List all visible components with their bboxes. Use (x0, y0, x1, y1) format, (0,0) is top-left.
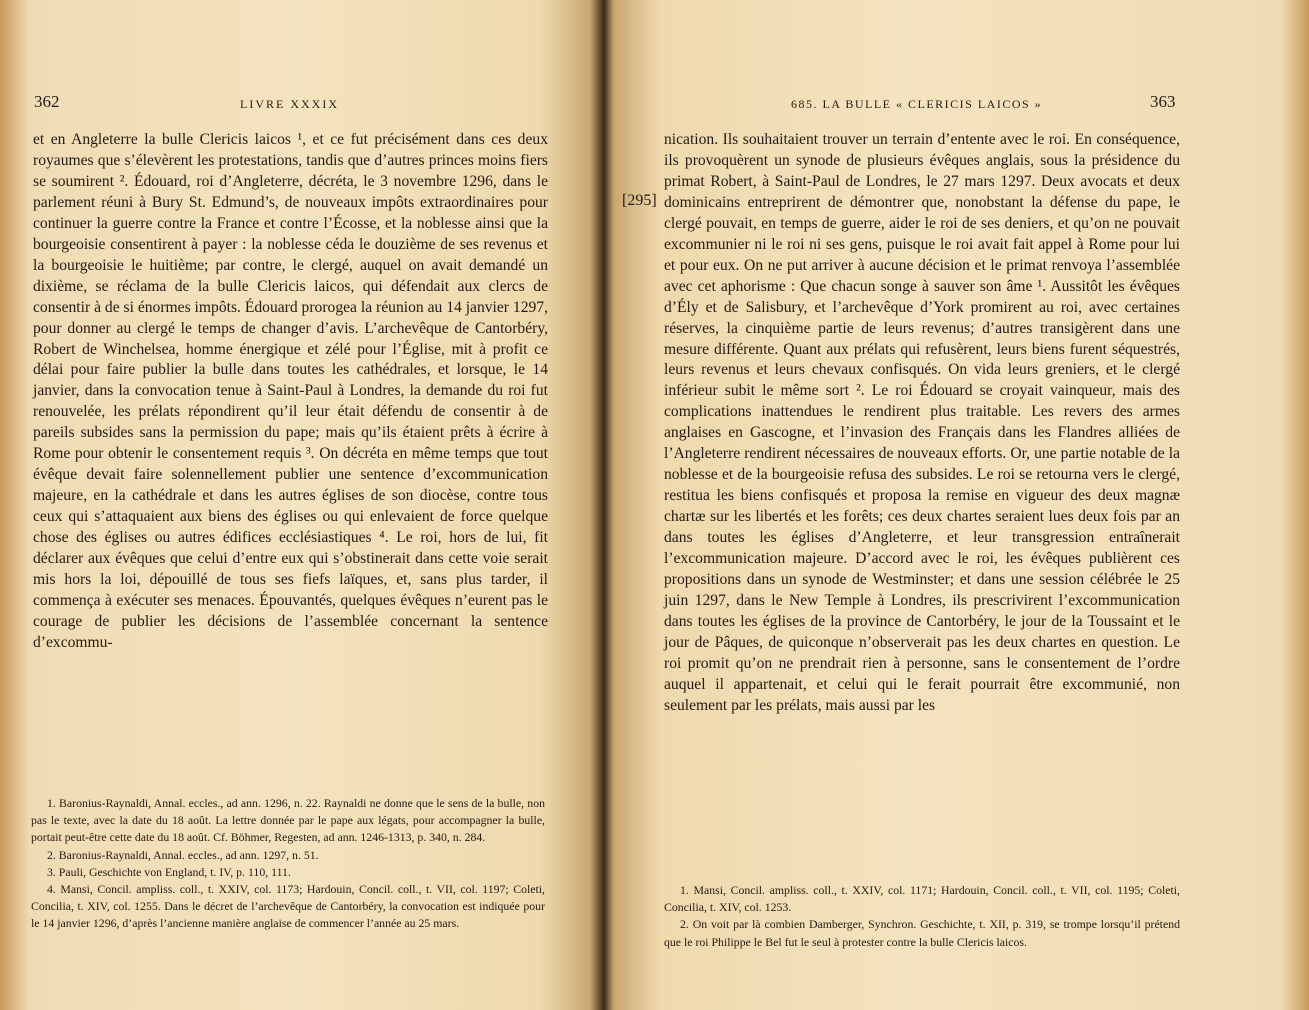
running-head-left: LIVRE XXXIX (240, 97, 339, 111)
left-page (0, 0, 600, 1010)
right-page (608, 0, 1309, 1010)
footnote: 1. Mansi, Concil. ampliss. coll., t. XXIV, col. 1171; Hardouin, Concil. coll., t. VII, col. 1195; Coleti, Concilia, t. XIV, col. 1253. (664, 883, 1180, 915)
body-text-right: nication. Ils souhaitaient trouver un terrain d’entente avec le roi. En conséquence, ils provoquèrent un synode de plusieurs évêques anglais, sous la présidence du primat Robert, à Saint-Paul de Londres, le 27 mars 1297. Deux avocats et deux dominicains entreprirent de démontrer que, nonobstant la défense du pape, le clergé pouvait, en temps de guerre, aider le roi de ses deniers, et qu’on ne pouvait excommunier ni le roi ni ses gens, puisque le roi avait fait appel à Rome pour lui et pour eux. On ne put arriver à aucune décision et le primat renvoya l’assemblée avec cet aphorisme : Que chacun songe à sauver son âme ¹. Aussitôt les évêques d’Ély et de Salisbury, et l’archevêque d’York promirent au roi, avec certaines réserves, la cinquième partie de leurs revenus; d’autres transigèrent dans une mesure différente. Quant aux prélats qui refusèrent, leurs biens furent séquestrés, leurs revenus et leurs chevaux confisqués. On vida leurs greniers, et le clergé inférieur subit le même sort ². Le roi Édouard se croyait vainqueur, mais des complications inattendues le rendirent plus traitable. Les revers des armes anglaises en Gascogne, et l’invasion des Français dans les Flandres alliées de l’Angleterre rendirent nécessaires de nouveaux efforts. Or, une partie notable de la noblesse et de la bourgeoisie refusa des subsides. Le roi se retourna vers le clergé, restitua les biens confisqués et proposa la remise en vigueur des deux magnæ chartæ sur les libertés et les forêts; ces deux chartes seraient lues deux fois par an dans toutes les églises d’Angleterre, et leur transgression entraînerait l’excommunication majeure. D’accord avec le roi, les évêques publièrent ces propositions dans un synode de Westminster; et dans une session célébrée le 25 juin 1297, dans le New Temple à Londres, ils prescrivirent l’excommunication dans toutes les églises de la province de Cantorbéry, le jour de la Toussaint et le jour de Pâques, de quiconque n’observerait pas les deux chartes en question. Le roi promit qu’on ne prendrait rien à personne, sans le consentement de l’ordre auquel il appartenait, et celui qui le ferait pourrait être excommunié, non seulement par les prélats, mais aussi par les (664, 131, 1180, 714)
footnote: 3. Pauli, Geschichte von England, t. IV, p. 110, 111. (47, 864, 291, 879)
running-head-right: 685. LA BULLE « CLERICIS LAICOS » (791, 97, 1043, 111)
page-number-right: 363 (1150, 92, 1176, 111)
footnote: 2. On voit par là combien Damberger, Synchron. Geschichte, t. XII, p. 319, se trompe lorsqu’il prétend que le roi Philippe le Bel fut le seul à protester contre la bulle Clericis laicos. (664, 917, 1180, 949)
footnote: 2. Baronius-Raynaldi, Annal. eccles., ad ann. 1297, n. 51. (47, 847, 319, 862)
page-number-left: 362 (34, 92, 60, 111)
margin-page-reference: [295] (622, 192, 657, 209)
footnotes-left (31, 795, 545, 933)
footnotes-right (664, 882, 1180, 951)
footnote: 1. Baronius-Raynaldi, Annal. eccles., ad ann. 1296, n. 22. Raynaldi ne donne que le sens de la bulle, non pas le texte, avec la date du 18 août. La lettre donnée par le pape aux légats, pour accompagner la bulle, portait peut-être cette date du 18 août. Cf. Böhmer, Regesten, ad ann. 1246-1313, p. 340, n. 284. (31, 796, 545, 845)
body-text-left: et en Angleterre la bulle Clericis laicos ¹, et ce fut précisément dans ces deux royaumes que s’élevèrent les protestations, tandis que d’autres princes moins fiers se soumirent ². Édouard, roi d’Angleterre, décréta, le 3 novembre 1296, dans le parlement réuni à Bury St. Edmund’s, de nouveaux impôts extraordinaires pour continuer la guerre contre la France et contre l’Écosse, et la noblesse ainsi que la bourgeoisie consentirent à payer : la noblesse céda le douzième de ses revenus et la bourgeoisie le huitième; par contre, le clergé, auquel on avait demandé un dixième, se réclama de la bulle Clericis laicos, qui défendait aux clercs de consentir à de si énormes impôts. Édouard prorogea la réunion au 14 janvier 1297, pour donner au clergé le temps de changer d’avis. L’archevêque de Cantorbéry, Robert de Winchelsea, homme énergique et zélé pour l’Église, mit à profit ce délai pour faire publier la bulle dans toutes les cathédrales, et lorsque, le 14 janvier, dans la convocation tenue à Saint-Paul à Londres, la demande du roi fut renouvelée, les prélats répondirent qu’il leur était défendu de consentir à de pareils subsides sans la permission du pape; mais qu’ils étaient prêts à écrire à Rome pour obtenir le consentement requis ³. On décréta en même temps que tout évêque devait faire solennellement publier une sentence d’excommunication majeure, en la cathédrale et dans les autres églises de son diocèse, contre tous ceux qui s’attaquaient aux biens des églises ou qui enlevaient de force quelque chose des églises ou autres édifices ecclésiastiques ⁴. Le roi, hors de lui, fit déclarer aux évêques que celui d’entre eux qui s’obstinerait dans cette voie serait mis hors la loi, dépouillé de tous ses fiefs laïques, et, sans plus tarder, il commença à exécuter ses menaces. Épouvantés, quelques évêques n’eurent pas le courage de publier les décisions de l’assemblée concernant la sentence d’excommu- (33, 131, 548, 651)
footnote: 4. Mansi, Concil. ampliss. coll., t. XXIV, col. 1173; Hardouin, Concil. coll., t. VII, col. 1197; Coleti, Concilia, t. XIV, col. 1255. Dans le décret de l’archevêque de Cantorbéry, la convocation est indiquée pour le 14 janvier 1296, d’après l’ancienne manière anglaise de commencer l’année au 25 mars. (31, 882, 545, 931)
